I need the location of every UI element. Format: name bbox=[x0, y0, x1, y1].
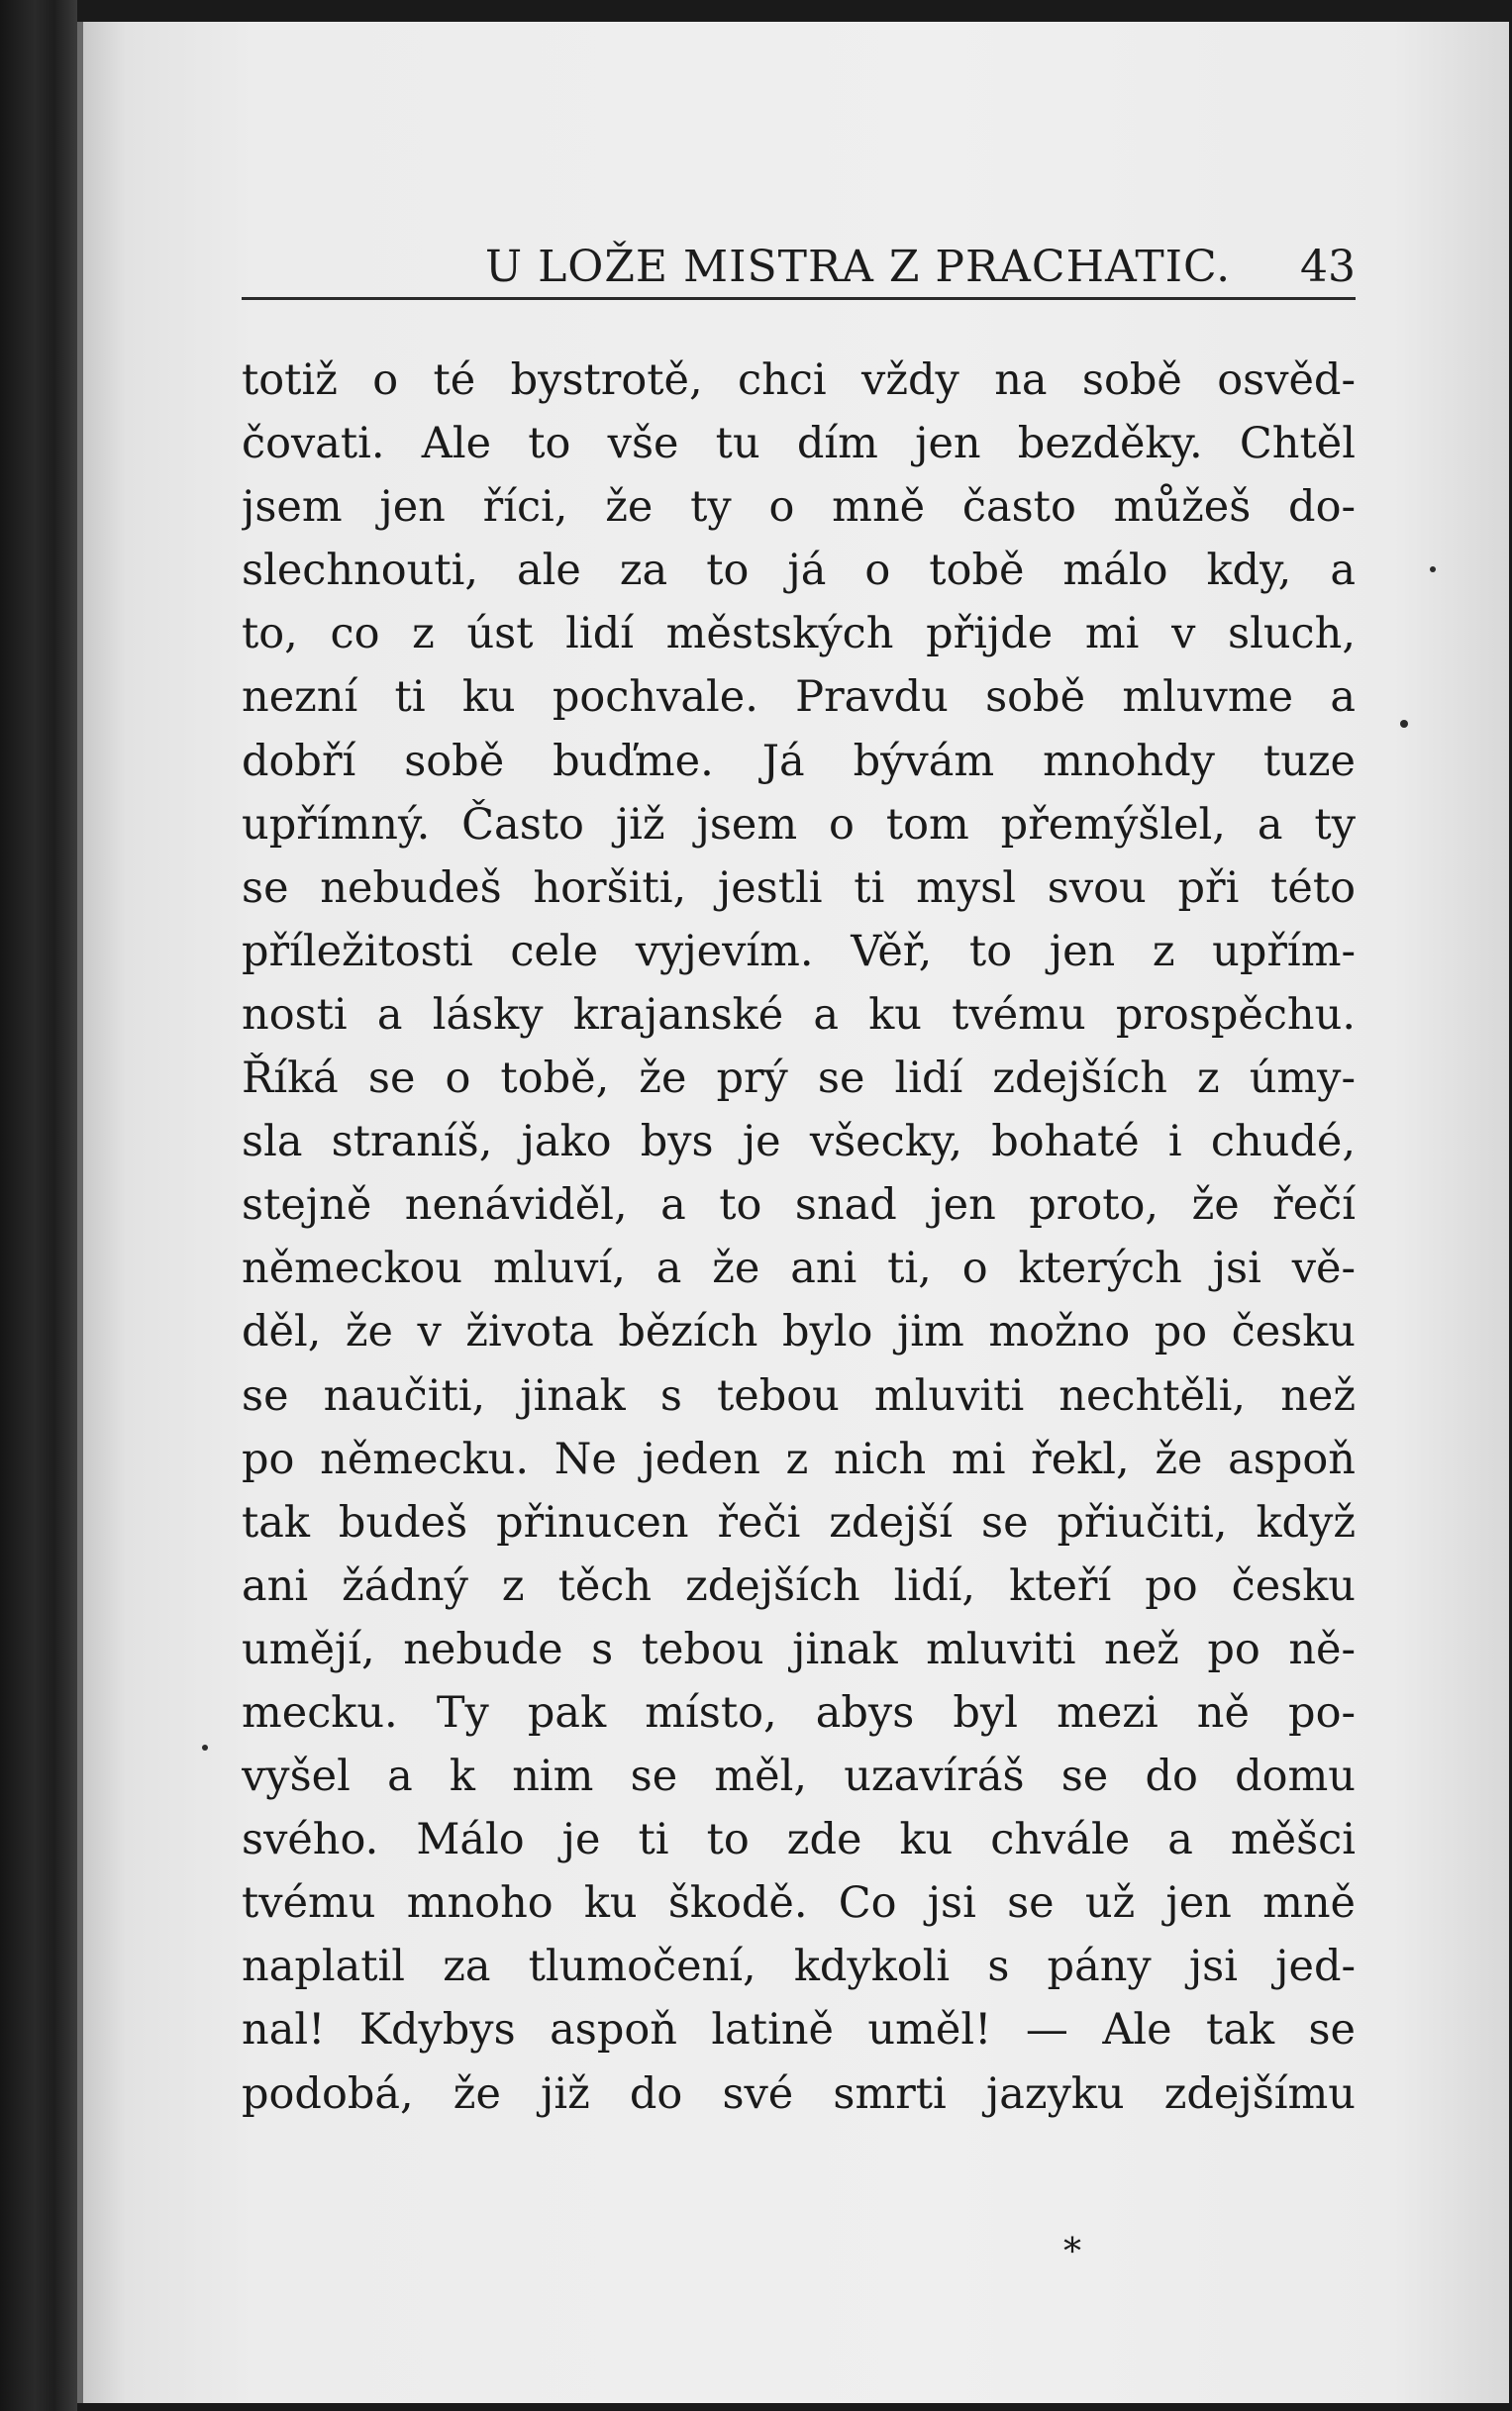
text-line: po německu. Ne jeden z nich mi řekl, že aspoň bbox=[242, 1434, 1356, 1484]
text-line: čovati. Ale to vše tu dím jen bezděky. Chtěl bbox=[242, 419, 1356, 469]
text-line: nosti a lásky krajanské a ku tvému prospěchu. bbox=[242, 989, 1356, 1040]
text-line: podobá, že již do své smrti jazyku zdejšímu bbox=[242, 2068, 1356, 2119]
text-line: umějí, nebude s tebou jinak mluviti než po ně- bbox=[242, 1624, 1356, 1674]
text-line: příležitosti cele vyjevím. Věř, to jen z upřím- bbox=[242, 926, 1356, 976]
text-line: slechnouti, ale za to já o tobě málo kdy, a bbox=[242, 546, 1356, 596]
text-line: děl, že v života bězích bylo jim možno po česku bbox=[242, 1307, 1356, 1357]
body-text bbox=[242, 349, 1356, 2126]
text-line: nezní ti ku pochvale. Pravdu sobě mluvme a bbox=[242, 672, 1356, 723]
paper-speck bbox=[1430, 566, 1436, 572]
text-line: ani žádný z těch zdejších lidí, kteří po česku bbox=[242, 1560, 1356, 1611]
text-line: tvému mnoho ku škodě. Co jsi se už jen mně bbox=[242, 1878, 1356, 1929]
running-title: U LOŽE MISTRA Z PRACHATIC. bbox=[485, 242, 1232, 292]
text-line: svého. Málo je ti to zde ku chvále a měšci bbox=[242, 1815, 1356, 1865]
book-binding-edge bbox=[0, 0, 77, 2411]
page-header bbox=[242, 218, 1356, 300]
text-line: to, co z úst lidí městských přijde mi v sluch, bbox=[242, 609, 1356, 659]
text-line: naplatil za tlumočení, kdykoli s pány jsi jed- bbox=[242, 1942, 1356, 1992]
text-line: totiž o té bystrotě, chci vždy na sobě osvěd- bbox=[242, 355, 1356, 405]
text-line: vyšel a k nim se měl, uzavíráš se do domu bbox=[242, 1752, 1356, 1802]
text-line: Říká se o tobě, že prý se lidí zdejších z úmy- bbox=[242, 1054, 1356, 1104]
text-line: nal! Kdybys aspoň latině uměl! — Ale tak se bbox=[242, 2005, 1356, 2056]
text-line: se nebudeš horšiti, jestli ti mysl svou při této bbox=[242, 862, 1356, 913]
text-line: upřímný. Často již jsem o tom přemýšlel, a ty bbox=[242, 799, 1356, 850]
text-line: sla straníš, jako bys je všecky, bohaté i chudé, bbox=[242, 1117, 1356, 1167]
paper-speck bbox=[202, 1745, 208, 1751]
text-line: jsem jen říci, že ty o mně často můžeš do- bbox=[242, 482, 1356, 533]
paper-speck bbox=[1400, 720, 1408, 728]
text-line: tak budeš přinucen řeči zdejší se přiučiti, když bbox=[242, 1497, 1356, 1548]
text-line: německou mluví, a že ani ti, o kterých jsi vě- bbox=[242, 1244, 1356, 1294]
text-line: se naučiti, jinak s tebou mluviti nechtěli, než bbox=[242, 1370, 1356, 1421]
signature-mark: * bbox=[1063, 2232, 1081, 2272]
text-line: dobří sobě buďme. Já bývám mnohdy tuze bbox=[242, 736, 1356, 786]
page-number: 43 bbox=[1300, 242, 1356, 292]
text-line: mecku. Ty pak místo, abys byl mezi ně po- bbox=[242, 1687, 1356, 1738]
text-line: stejně nenáviděl, a to snad jen proto, že řečí bbox=[242, 1180, 1356, 1231]
book-page bbox=[77, 22, 1509, 2403]
